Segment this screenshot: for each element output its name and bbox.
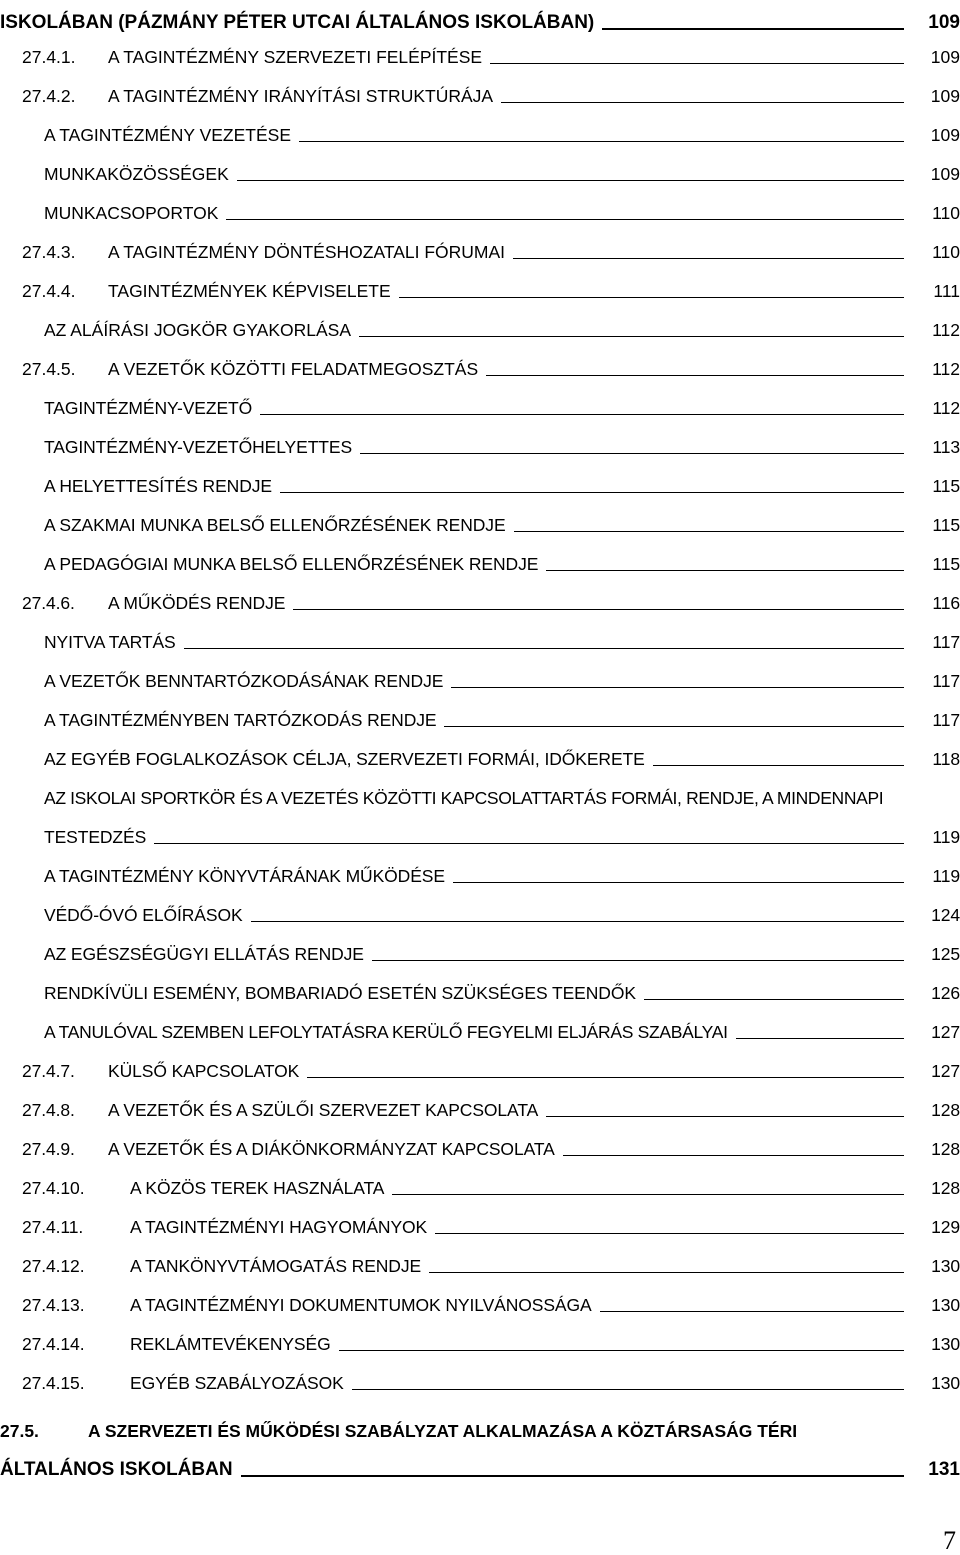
toc-entry[interactable] bbox=[0, 814, 960, 848]
toc-entry-title: KÜLSŐ KAPCSOLATOK bbox=[108, 1061, 300, 1081]
toc-entry-title: TAGINTÉZMÉNY-VEZETŐ bbox=[44, 398, 253, 418]
toc-entry-page: 130 bbox=[931, 1256, 960, 1276]
toc-entry-title: A VEZETŐK BENNTARTÓZKODÁSÁNAK RENDJE bbox=[44, 671, 444, 691]
toc-leader-line bbox=[514, 531, 904, 532]
toc-entry-title: TAGINTÉZMÉNYEK KÉPVISELETE bbox=[108, 281, 391, 301]
toc-leader-line bbox=[226, 219, 904, 220]
toc-entry[interactable] bbox=[0, 463, 960, 497]
toc-entry[interactable] bbox=[0, 424, 960, 458]
toc-entry[interactable] bbox=[0, 385, 960, 419]
toc-entry[interactable] bbox=[0, 580, 960, 614]
toc-entry[interactable] bbox=[0, 1282, 960, 1316]
toc-entry-page: 109 bbox=[928, 12, 960, 33]
toc-entry[interactable] bbox=[0, 307, 960, 341]
toc-leader-line bbox=[490, 63, 904, 64]
toc-leader-line bbox=[360, 453, 904, 454]
toc-entry-page: 116 bbox=[932, 593, 960, 613]
toc-entry-page: 126 bbox=[931, 983, 960, 1003]
toc-leader-line bbox=[307, 1077, 904, 1078]
toc-entry-page: 117 bbox=[932, 710, 960, 730]
toc-entry-page: 130 bbox=[931, 1295, 960, 1315]
toc-leader-line bbox=[339, 1350, 904, 1351]
toc-entry-number: 27.4.6. bbox=[22, 593, 75, 613]
toc-leader-line bbox=[372, 960, 904, 961]
toc-leader-line bbox=[241, 1475, 904, 1477]
toc-entry-title: A TAGINTÉZMÉNYBEN TARTÓZKODÁS RENDJE bbox=[44, 710, 437, 730]
toc-entry-title: AZ ISKOLAI SPORTKÖR ÉS A VEZETÉS KÖZÖTTI KAPCSOLATTARTÁS FORMÁI, RENDJE, A MINDENNAPI bbox=[44, 788, 884, 808]
toc-entry-title: A TAGINTÉZMÉNYI DOKUMENTUMOK NYILVÁNOSSÁGA bbox=[130, 1295, 592, 1315]
toc-leader-line bbox=[563, 1155, 904, 1156]
toc-entry[interactable] bbox=[0, 1243, 960, 1277]
toc-leader-line bbox=[486, 375, 904, 376]
toc-entry-page: 125 bbox=[931, 944, 960, 964]
toc-final-entry-first-line[interactable] bbox=[0, 1408, 960, 1442]
toc-entry[interactable] bbox=[0, 112, 960, 146]
toc-entry[interactable] bbox=[0, 541, 960, 575]
toc-entry-title: A KÖZÖS TEREK HASZNÁLATA bbox=[130, 1178, 385, 1198]
toc-entry-page: 112 bbox=[932, 320, 960, 340]
toc-entry-page: 113 bbox=[932, 437, 960, 457]
toc-entry-title: REKLÁMTEVÉKENYSÉG bbox=[130, 1334, 331, 1354]
toc-entry-page: 130 bbox=[931, 1334, 960, 1354]
toc-leader-line bbox=[644, 999, 904, 1000]
toc-leader-line bbox=[399, 297, 904, 298]
toc-entry[interactable] bbox=[0, 697, 960, 731]
toc-leader-line bbox=[602, 28, 904, 30]
toc-leader-line bbox=[600, 1311, 904, 1312]
toc-entry-title: AZ ALÁÍRÁSI JOGKÖR GYAKORLÁSA bbox=[44, 320, 351, 340]
toc-entry-number: 27.4.2. bbox=[22, 86, 76, 106]
toc-entry-title: TESTEDZÉS bbox=[44, 827, 147, 847]
toc-entry-page: 117 bbox=[932, 671, 960, 691]
toc-entry-title: MUNKAKÖZÖSSÉGEK bbox=[44, 164, 229, 184]
toc-entry-number: 27.4.11. bbox=[22, 1217, 84, 1237]
toc-entry-page: 130 bbox=[931, 1373, 960, 1393]
toc-leader-line bbox=[352, 1389, 904, 1390]
toc-entry-title: A SZERVEZETI ÉS MŰKÖDÉSI SZABÁLYZAT ALKALMAZÁSA A KÖZTÁRSASÁG TÉRI bbox=[88, 1421, 798, 1441]
toc-entry-title: AZ EGYÉB FOGLALKOZÁSOK CÉLJA, SZERVEZETI FORMÁI, IDŐKERETE bbox=[44, 749, 645, 769]
toc-entry-page: 110 bbox=[932, 242, 960, 262]
toc-entry-title: AZ EGÉSZSÉGÜGYI ELLÁTÁS RENDJE bbox=[44, 944, 364, 964]
toc-entry-page: 110 bbox=[932, 203, 960, 223]
toc-entry-title: A VEZETŐK KÖZÖTTI FELADATMEGOSZTÁS bbox=[108, 359, 479, 379]
toc-entry-title: TAGINTÉZMÉNY-VEZETŐHELYETTES bbox=[44, 437, 353, 457]
toc-entry-title: VÉDŐ-ÓVÓ ELŐÍRÁSOK bbox=[44, 905, 243, 925]
toc-entry[interactable] bbox=[0, 1126, 960, 1160]
toc-entry-title: ÁLTALÁNOS ISKOLÁBAN bbox=[0, 1459, 233, 1480]
toc-entry-title: A TANKÖNYVTÁMOGATÁS RENDJE bbox=[130, 1256, 422, 1276]
toc-entry-title: A VEZETŐK ÉS A DIÁKÖNKORMÁNYZAT KAPCSOLATA bbox=[108, 1139, 555, 1159]
toc-entry-title: A TANULÓVAL SZEMBEN LEFOLYTATÁSRA KERÜLŐ FEGYELMI ELJÁRÁS SZABÁLYAI bbox=[44, 1022, 728, 1042]
toc-entry[interactable] bbox=[0, 1048, 960, 1082]
toc-entry[interactable] bbox=[0, 619, 960, 653]
toc-entry[interactable] bbox=[0, 931, 960, 965]
toc-leader-line bbox=[546, 570, 904, 571]
toc-entry-title: NYITVA TARTÁS bbox=[44, 632, 176, 652]
toc-entry-page: 119 bbox=[932, 866, 960, 886]
toc-leader-line bbox=[299, 141, 904, 142]
toc-entry-page: 109 bbox=[930, 164, 960, 184]
toc-entry-title: A TAGINTÉZMÉNY VEZETÉSE bbox=[44, 125, 291, 145]
toc-leader-line bbox=[546, 1116, 904, 1117]
toc-entry-title: A TAGINTÉZMÉNY SZERVEZETI FELÉPÍTÉSE bbox=[108, 47, 483, 67]
toc-entry-title: RENDKÍVÜLI ESEMÉNY, BOMBARIADÓ ESETÉN SZÜKSÉGES TEENDŐK bbox=[44, 983, 636, 1003]
toc-entry-title: A MŰKÖDÉS RENDJE bbox=[108, 593, 286, 613]
toc-entry-page: 119 bbox=[932, 827, 960, 847]
toc-entry-title: A TAGINTÉZMÉNY IRÁNYÍTÁSI STRUKTÚRÁJA bbox=[108, 86, 494, 106]
toc-entry-page: 109 bbox=[930, 86, 960, 106]
toc-entry-page: 115 bbox=[932, 554, 960, 574]
toc-entry-number: 27.4.9. bbox=[22, 1139, 75, 1159]
toc-entry-title: A TAGINTÉZMÉNYI HAGYOMÁNYOK bbox=[130, 1217, 428, 1237]
toc-leader-line bbox=[184, 648, 904, 649]
toc-entry-page: 115 bbox=[932, 476, 960, 496]
toc-leader-line bbox=[453, 882, 904, 883]
toc-entry-number: 27.4.8. bbox=[22, 1100, 75, 1120]
toc-entry-number: 27.4.5. bbox=[22, 359, 76, 379]
toc-entry-page: 128 bbox=[931, 1178, 960, 1198]
toc-entry-number: 27.4.1. bbox=[22, 47, 76, 67]
toc-entry-page: 112 bbox=[932, 359, 960, 379]
toc-entry[interactable] bbox=[0, 502, 960, 536]
toc-entry[interactable] bbox=[0, 73, 960, 107]
toc-final-entry[interactable] bbox=[0, 1447, 960, 1481]
toc-entry-title: A PEDAGÓGIAI MUNKA BELSŐ ELLENŐRZÉSÉNEK RENDJE bbox=[44, 554, 539, 574]
toc-entry[interactable] bbox=[0, 1009, 960, 1043]
toc-entry-page: 127 bbox=[931, 1022, 960, 1042]
toc-leader-line bbox=[444, 726, 904, 727]
toc-entry-page: 127 bbox=[931, 1061, 960, 1081]
toc-entry-page: 112 bbox=[932, 398, 960, 418]
toc-entry-page: 115 bbox=[932, 515, 960, 535]
toc-entry-number: 27.4.7. bbox=[22, 1061, 75, 1081]
toc-entry[interactable] bbox=[0, 34, 960, 68]
toc-entry-title: MUNKACSOPORTOK bbox=[44, 203, 219, 223]
toc-entry[interactable] bbox=[0, 853, 960, 887]
page-number: 7 bbox=[943, 1526, 956, 1555]
toc-leader-line bbox=[435, 1233, 904, 1234]
toc-entry[interactable] bbox=[0, 1165, 960, 1199]
toc-leader-line bbox=[736, 1038, 904, 1039]
toc-entry-number: 27.4.12. bbox=[22, 1256, 85, 1276]
toc-entry[interactable] bbox=[0, 1087, 960, 1121]
toc-entry-title: A VEZETŐK ÉS A SZÜLŐI SZERVEZET KAPCSOLATA bbox=[108, 1100, 539, 1120]
toc-entry[interactable] bbox=[0, 190, 960, 224]
toc-entry[interactable] bbox=[0, 346, 960, 380]
toc-entry-page: 128 bbox=[931, 1100, 960, 1120]
toc-entry[interactable] bbox=[0, 229, 960, 263]
toc-entry-title: A TAGINTÉZMÉNY DÖNTÉSHOZATALI FÓRUMAI bbox=[108, 242, 506, 262]
toc-leader-line bbox=[154, 843, 904, 844]
toc-leader-line bbox=[237, 180, 904, 181]
toc-entry-page: 124 bbox=[931, 905, 960, 925]
toc-entry[interactable] bbox=[0, 151, 960, 185]
toc-entry[interactable] bbox=[0, 892, 960, 926]
toc-entry-page: 129 bbox=[931, 1217, 960, 1237]
toc-entry-first-line[interactable] bbox=[0, 775, 960, 809]
toc-leader-line bbox=[392, 1194, 904, 1195]
toc-entry-page: 128 bbox=[931, 1139, 960, 1159]
toc-entry-number: 27.4.13. bbox=[22, 1295, 85, 1315]
toc-leader-line bbox=[501, 102, 904, 103]
toc-leader-line bbox=[653, 765, 904, 766]
toc-entry-page: 111 bbox=[933, 281, 960, 301]
toc-entry-number: 27.4.15. bbox=[22, 1373, 85, 1393]
toc-entry[interactable] bbox=[0, 1204, 960, 1238]
toc-entry-page: 117 bbox=[932, 632, 960, 652]
toc-leader-line bbox=[280, 492, 904, 493]
toc-entry-title: A TAGINTÉZMÉNY KÖNYVTÁRÁNAK MŰKÖDÉSE bbox=[44, 866, 445, 886]
toc-entry-number: 27.4.14. bbox=[22, 1334, 85, 1354]
toc-entry-number: 27.4.4. bbox=[22, 281, 76, 301]
toc-leader-line bbox=[429, 1272, 904, 1273]
toc-leader-line bbox=[293, 609, 904, 610]
toc-entry-page: 109 bbox=[930, 125, 960, 145]
toc-leader-line bbox=[260, 414, 904, 415]
toc-entry-page: 109 bbox=[930, 47, 960, 67]
toc-entry[interactable] bbox=[0, 1360, 960, 1394]
toc-leader-line bbox=[513, 258, 904, 259]
toc-entry[interactable] bbox=[0, 658, 960, 692]
toc-entry[interactable] bbox=[0, 736, 960, 770]
toc-leader-line bbox=[451, 687, 904, 688]
toc-entry-number: 27.4.3. bbox=[22, 242, 76, 262]
toc-leader-line bbox=[359, 336, 904, 337]
toc-entry[interactable] bbox=[0, 1321, 960, 1355]
toc-entry-title: ISKOLÁBAN (PÁZMÁNY PÉTER UTCAI ÁLTALÁNOS ISKOLÁBAN) bbox=[0, 12, 595, 33]
toc-entry[interactable] bbox=[0, 0, 960, 34]
toc-entry-number: 27.4.10. bbox=[22, 1178, 85, 1198]
toc-entry-number: 27.5. bbox=[0, 1421, 39, 1441]
toc-entry-title: A HELYETTESÍTÉS RENDJE bbox=[44, 476, 272, 496]
toc-entry-title: A SZAKMAI MUNKA BELSŐ ELLENŐRZÉSÉNEK RENDJE bbox=[44, 515, 506, 535]
toc-entry-title: EGYÉB SZABÁLYOZÁSOK bbox=[130, 1373, 344, 1393]
toc-entry-page: 131 bbox=[928, 1459, 960, 1480]
toc-entry-page: 118 bbox=[932, 749, 960, 769]
toc-entry[interactable] bbox=[0, 970, 960, 1004]
toc-entry[interactable] bbox=[0, 268, 960, 302]
toc-leader-line bbox=[251, 921, 904, 922]
